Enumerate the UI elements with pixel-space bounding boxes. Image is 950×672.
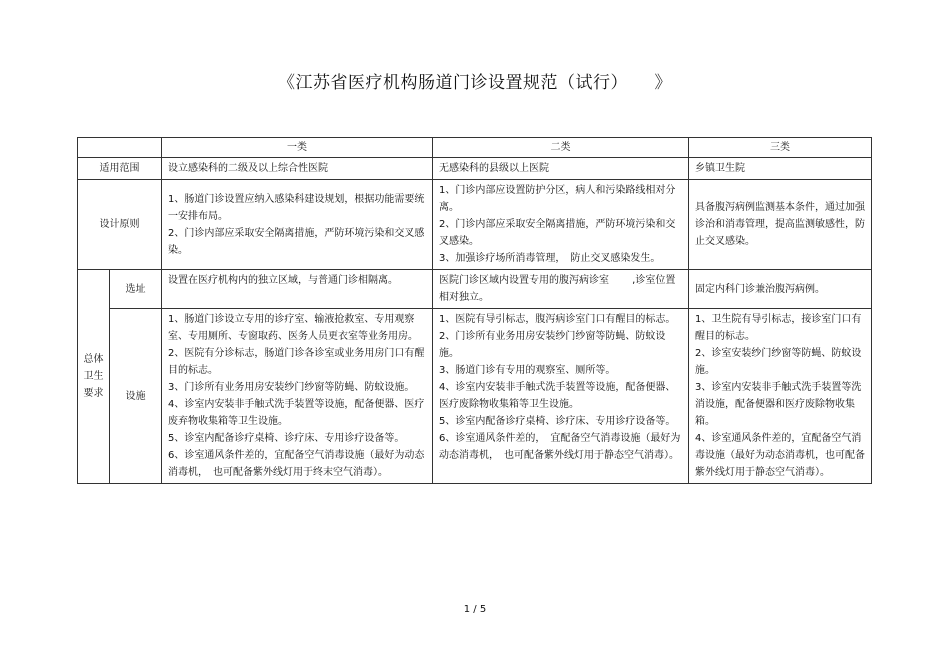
header-corner-cell	[78, 138, 162, 158]
principle-class2-item: 3、加强诊疗场所消毒管理， 防止交叉感染发生。	[439, 253, 661, 264]
principle-class1	[162, 180, 433, 270]
facilities-class3	[689, 309, 872, 484]
facilities-class2-item: 5、诊室内配备诊疗桌椅、诊疗床、专用诊疗设备等。	[439, 416, 676, 427]
row-label-site: 选址	[110, 270, 162, 309]
header-class2: 二类	[433, 138, 689, 158]
document-title: 《江苏省医疗机构肠道门诊设置规范（试行） 》	[278, 73, 672, 93]
principle-class1-item: 2、门诊内部应采取安全隔离措施，严防环境污染和交叉感染。	[168, 227, 425, 256]
table-row-facilities	[78, 309, 872, 484]
page-number: 1 / 5	[463, 604, 487, 615]
scope-class1: 设立感染科的二级及以上综合性医院	[162, 158, 433, 180]
facilities-class2-item: 1、医院有导引标志，腹泻病诊室门口有醒目的标志。	[439, 314, 676, 325]
table-row-scope	[78, 158, 872, 180]
row-label-requirements: 总体卫生要求	[78, 270, 110, 484]
facilities-class3-item: 3、诊室内安装非手触式洗手装置等洗消设施，配备便器和医疗废除物收集箱。	[695, 382, 862, 427]
row-label-facilities: 设施	[110, 309, 162, 484]
table-row-site	[78, 270, 872, 309]
row-label-scope: 适用范围	[78, 158, 162, 180]
facilities-class1-item: 2、医院有分诊标志，肠道门诊各诊室或业务用房门口有醒目的标志。	[168, 348, 425, 376]
site-class1: 设置在医疗机构内的独立区域，与普通门诊相隔离。	[162, 270, 433, 309]
facilities-class3-item: 2、诊室安装纱门纱窗等防蝇、防蚊设施。	[695, 348, 862, 376]
facilities-class3-item: 1、卫生院有导引标志，接诊室门口有醒目的标志。	[695, 314, 862, 342]
site-class2: 医院门诊区域内设置专用的腹泻病诊室 ,诊室位置相对独立。	[433, 270, 689, 309]
facilities-class1	[162, 309, 433, 484]
scope-class2: 无感染科的县级以上医院	[433, 158, 689, 180]
header-class1: 一类	[162, 138, 433, 158]
site-class3: 固定内科门诊兼治腹泻病例。	[689, 270, 872, 309]
facilities-class3-item: 4、诊室通风条件差的，宜配备空气消毒设施（最好为动态消毒机，也可配备紫外线灯用于静态空气消毒）。	[695, 433, 865, 478]
facilities-class1-item: 4、诊室内安装非手触式洗手装置等设施，配备便器、医疗废弃物收集箱等卫生设施。	[168, 399, 425, 427]
facilities-class2	[433, 309, 689, 484]
facilities-class1-item: 6、诊室通风条件差的，宜配备空气消毒设施（最好为动态消毒机， 也可配备紫外线灯用于终末空气消毒）。	[168, 450, 425, 478]
scope-class3: 乡镇卫生院	[689, 158, 872, 180]
requirements-table	[77, 137, 872, 484]
facilities-class1-item: 3、门诊所有业务用房安装纱门纱窗等防蝇、防蚊设施。	[168, 382, 415, 393]
principle-class2	[433, 180, 689, 270]
facilities-class2-item: 4、诊室内安装非手触式洗手装置等设施，配备便器、医疗废除物收集箱等卫生设施。	[439, 382, 676, 410]
table-header-row	[78, 138, 872, 158]
principle-class1-item: 1、肠道门诊设置应纳入感染科建设规划，根据功能需要统一安排布局。	[168, 193, 425, 222]
facilities-class2-item: 2、门诊所有业务用房安装纱门纱窗等防蝇、防蚊设施。	[439, 331, 666, 359]
facilities-class1-item: 5、诊室内配备诊疗桌椅、诊疗床、专用诊疗设备等。	[168, 433, 405, 444]
principle-class2-item: 2、门诊内部应采取安全隔离措施，严防环境污染和交叉感染。	[439, 219, 676, 247]
header-class3: 三类	[689, 138, 872, 158]
facilities-class2-item: 3、肠道门诊有专用的观察室、厕所等。	[439, 365, 616, 376]
principle-class2-item: 1、门诊内部应设置防护分区，病人和污染路线相对分离。	[439, 185, 676, 213]
principle-class3: 具备腹泻病例监测基本条件，通过加强诊治和消毒管理，提高监测敏感性，防止交叉感染。	[689, 180, 872, 270]
table-row-principle	[78, 180, 872, 270]
facilities-class2-item: 6、诊室通风条件差的， 宜配备空气消毒设施（最好为动态消毒机， 也可配备紫外线灯用于静态空气消毒）。	[439, 433, 681, 461]
facilities-class1-item: 1、肠道门诊设立专用的诊疗室、输液抢救室、专用观察室、专用厕所、专窗取药、医务人员更衣室等业务用房。	[168, 314, 418, 342]
row-label-principle: 设计原则	[78, 180, 162, 270]
